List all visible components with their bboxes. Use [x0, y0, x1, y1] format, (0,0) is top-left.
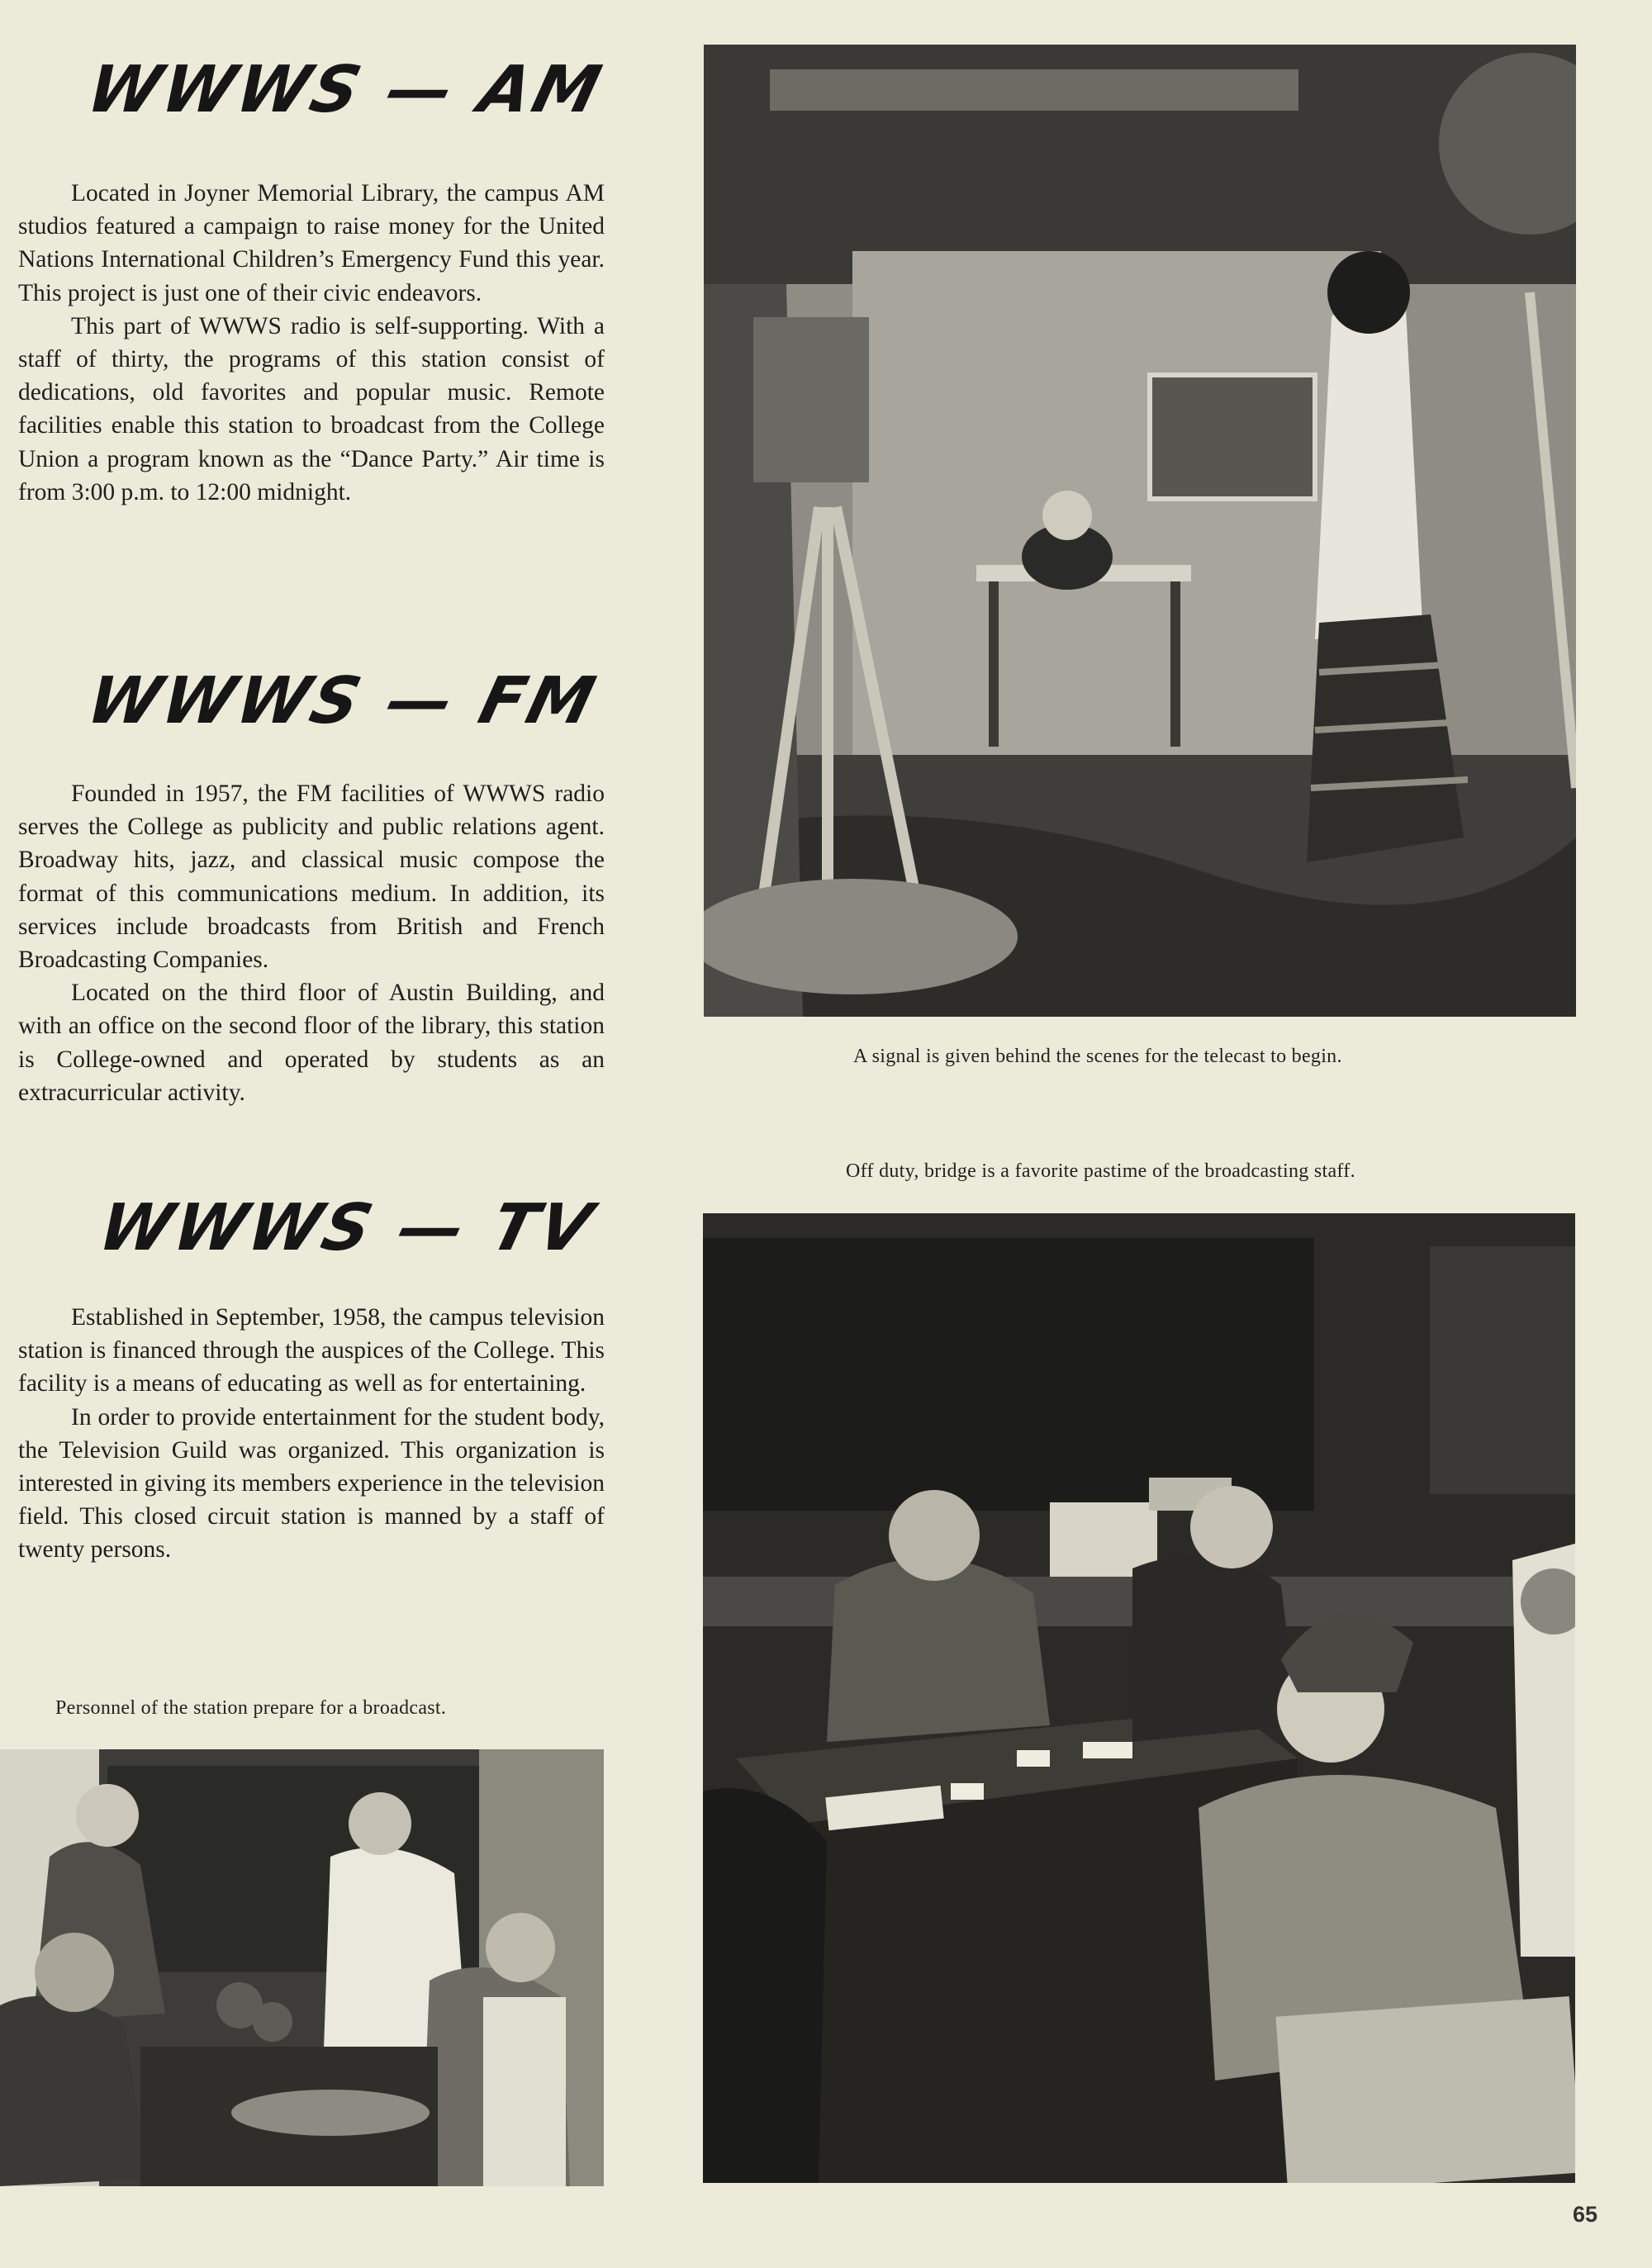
bridge-game-image — [703, 1213, 1575, 2183]
telecast-studio-image — [704, 45, 1576, 1017]
tv-article — [18, 1301, 605, 1567]
am-paragraph-1: Located in Joyner Memorial Library, the campus AM studios featured a campaign to raise money for the United Nations International Children’s Emergency Fund this year. This project is just one of their civic endeavors. — [18, 180, 605, 306]
personnel-caption: Personnel of the station prepare for a broadcast. — [55, 1697, 447, 1719]
fm-paragraph-1: Founded in 1957, the FM facilities of WWWS radio serves the College as publicity and public relations agent. Broadway hits, jazz, and classical music compose the format of this communications medium. In addition, its services include broadcasts from British and French Broadcasting Companies. — [18, 781, 605, 974]
am-paragraph-2: This part of WWWS radio is self-supporting. With a staff of thirty, the programs of this station consist of dedications, old favorites and popular music. Remote facilities enable this station to broadcast from the College Union a program known as the “Dance Party.” Air time is from 3:00 p.m. to 12:00 midnight. — [18, 312, 605, 505]
fm-heading: WWWS — FM — [79, 664, 605, 738]
tv-paragraph-1: Established in September, 1958, the campus television station is financed through the auspices of the College. This facility is a means of educating as well as for entertaining. — [18, 1304, 605, 1397]
telecast-studio-photo — [704, 45, 1576, 1017]
telecast-caption: A signal is given behind the scenes for the telecast to begin. — [853, 1046, 1342, 1067]
fm-paragraph-2: Located on the third floor of Austin Building, and with an office on the second floor of the library, this station is College-owned and operated by students as an extracurricular activity. — [18, 980, 605, 1106]
am-heading: WWWS — AM — [79, 53, 611, 127]
bridge-caption: Off duty, bridge is a favorite pastime of the broadcasting staff. — [846, 1160, 1355, 1182]
am-article — [18, 177, 605, 509]
page-number: 65 — [1572, 2202, 1597, 2227]
personnel-photo — [0, 1749, 604, 2186]
fm-article — [18, 777, 605, 1109]
personnel-image — [0, 1749, 604, 2186]
bridge-game-photo — [703, 1213, 1575, 2183]
tv-paragraph-2: In order to provide entertainment for the student body, the Television Guild was organized. This organization is interested in giving its members experience in the television field. This closed circuit station is manned by a staff of twenty persons. — [18, 1403, 605, 1563]
tv-heading: WWWS — TV — [91, 1191, 603, 1265]
